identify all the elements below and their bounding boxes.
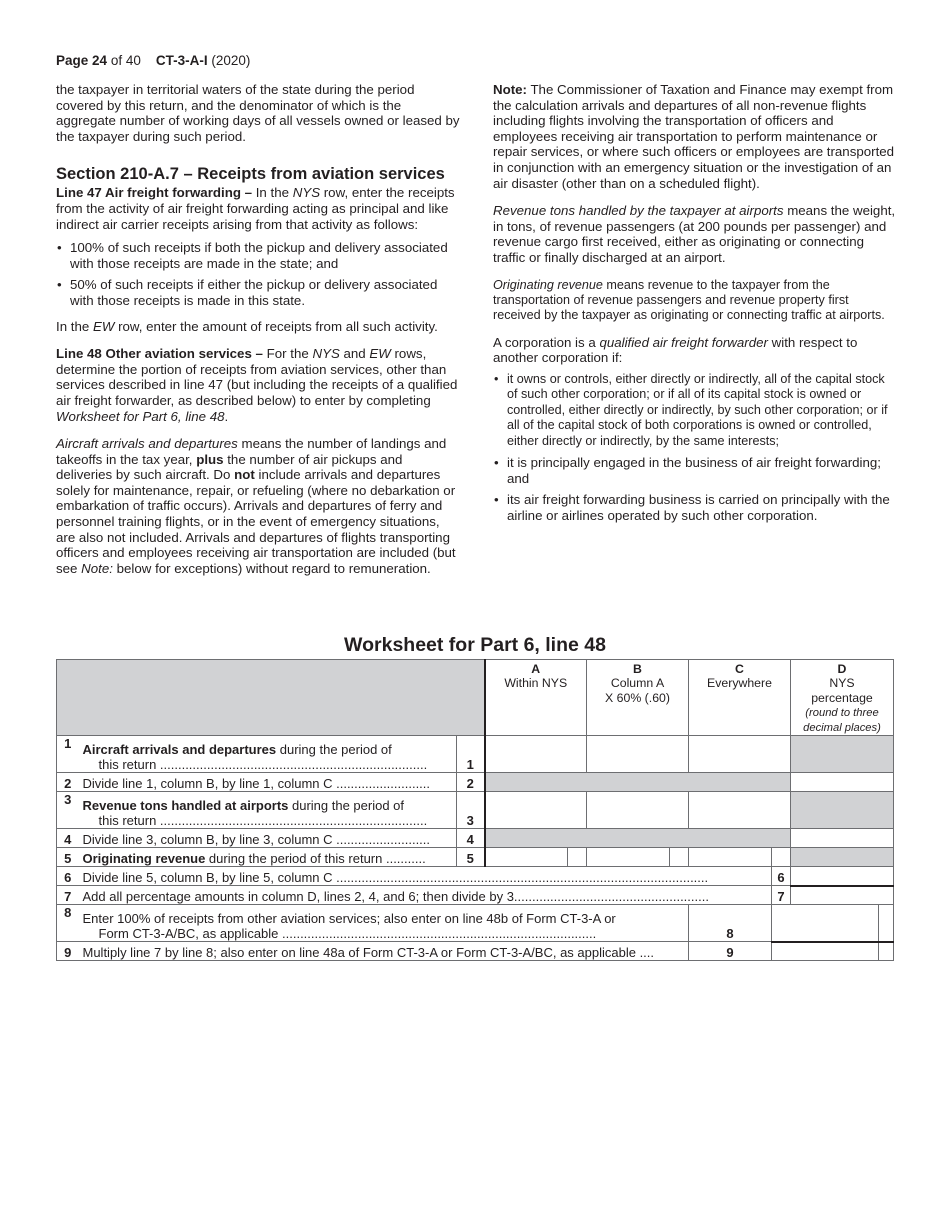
intro-paragraph: the taxpayer in territorial waters of the state during the period covered by this return, and the denominator of which is the aggregate number of working days of all vessels owned or leased by the taxpayer during such period. <box>56 82 460 144</box>
header-blank <box>57 660 485 736</box>
line6-col-d-input[interactable] <box>791 867 894 886</box>
column-header-d: D NYS percentage (round to three decimal places) <box>791 660 894 736</box>
page-total: of 40 <box>110 53 141 68</box>
line5-col-a-cents[interactable] <box>568 848 587 867</box>
line-description: Originating revenue during the period of this return ........... <box>79 848 457 867</box>
form-id: CT-3-A-I <box>155 53 208 68</box>
column-header-b: B Column A X 60% (.60) <box>587 660 689 736</box>
worksheet-header-row <box>57 660 894 736</box>
line-description: Multiply line 7 by line 8; also enter on line 48a of Form CT-3-A or Form CT-3-A/BC, as applicable .... <box>79 942 689 961</box>
ew-paragraph: In the EW row, enter the amount of receipts from all such activity. <box>56 318 438 334</box>
line-box-number: 8 <box>689 905 772 942</box>
table-row <box>57 848 894 867</box>
line-box-number: 7 <box>772 886 791 905</box>
list-item: • 50% of such receipts if either the pickup or delivery associated with those receipts is made in this state. <box>56 277 461 308</box>
right-column <box>493 82 898 533</box>
list-item: • it owns or controls, either directly or indirectly, all of the capital stock of such other corporation; or if all of its capital stock is owned or controlled, either directly or indirectly, by such other corporation; or if all of the capital stock of both corporations is owned or controlled, either directly or indirectly, by the same interests; <box>493 372 898 449</box>
line-box-number: 1 <box>457 736 485 773</box>
line3-col-c-input[interactable] <box>689 792 791 829</box>
line-number: 8 <box>57 905 79 942</box>
aircraft-definition: Aircraft arrivals and departures means the number of landings and takeoffs in the tax year, plus the number of air pickups and deliveries by such aircraft. Do not include arrivals and departures solely for maintenance, repair, or refueling (where no debarkation or embarkation of traffic occurs). Arrivals and departures of ferry and personnel training flights, or in the event of emergency situations, are also not included. Arrivals and departures of flights transporting officers and employees receiving air transportation are included (but see Note: below for exceptions) without regard to remuneration. <box>56 436 456 576</box>
line-description: Enter 100% of receipts from other aviation services; also enter on line 48b of Form CT-3-A or Form CT-3-A/BC, as applicable ....................................................................................... <box>79 905 689 942</box>
list-item: • 100% of such receipts if both the pickup and delivery associated with those receipts are made in the state; and <box>56 240 461 271</box>
column-header-c: C Everywhere <box>689 660 791 736</box>
line3-col-d-shaded <box>791 792 894 829</box>
originating-revenue-definition: Originating revenue means revenue to the taxpayer from the transportation of revenue passengers and revenue property first received by the taxpayer as originating or connecting traffic at airports. <box>493 277 885 323</box>
line-number: 5 <box>57 848 79 867</box>
line-number: 2 <box>57 773 79 792</box>
list-item: • it is principally engaged in the business of air freight forwarding; and <box>493 455 898 486</box>
line-box-number: 9 <box>689 942 772 961</box>
line-number: 7 <box>57 886 79 905</box>
left-column <box>56 82 461 586</box>
line8-input[interactable] <box>772 905 894 942</box>
column-header-a: A Within NYS <box>485 660 587 736</box>
line4-col-d-input[interactable] <box>791 829 894 848</box>
line5-col-a-input[interactable] <box>485 848 568 867</box>
line5-col-b-cents[interactable] <box>670 848 689 867</box>
line-box-number: 4 <box>457 829 485 848</box>
line-description: Add all percentage amounts in column D, lines 2, 4, and 6; then divide by 3...................................................... <box>79 886 772 905</box>
section-title: Section 210-A.7 – Receipts from aviation services <box>56 165 445 184</box>
line-description: Revenue tons handled at airports during the period of this return .......................................................................... <box>79 792 457 829</box>
line5-col-c-input[interactable] <box>689 848 772 867</box>
line-box-number: 3 <box>457 792 485 829</box>
worksheet-title: Worksheet for Part 6, line 48 <box>344 634 606 656</box>
line1-col-b-input[interactable] <box>587 736 689 773</box>
line-number: 9 <box>57 942 79 961</box>
line47-bullets <box>56 240 461 308</box>
list-item: • its air freight forwarding business is carried on principally with the airline or airlines operated by such other corporation. <box>493 492 898 523</box>
line-number: 6 <box>57 867 79 886</box>
line-number: 4 <box>57 829 79 848</box>
line-number: 3 <box>57 792 79 829</box>
page-number: 24 <box>92 53 108 68</box>
line-description: Aircraft arrivals and departures during the period of this return .......................................................................... <box>79 736 457 773</box>
worksheet-table <box>56 659 894 961</box>
line-box-number: 2 <box>457 773 485 792</box>
line-description: Divide line 3, column B, by line 3, column C .......................... <box>79 829 457 848</box>
line1-col-c-input[interactable] <box>689 736 791 773</box>
form-year: (2020) <box>211 53 251 68</box>
line1-col-d-shaded <box>791 736 894 773</box>
revenue-tons-definition: Revenue tons handled by the taxpayer at airports means the weight, in tons, of revenue passengers (at 200 pounds per passenger) and revenue cargo first received, either as originating or connecting traffic or finally discharged at an airport. <box>493 203 896 265</box>
line47-paragraph: Line 47 Air freight forwarding – In the NYS row, enter the receipts from the activity of air freight forwarding acting as principal and like indirect air carrier receipts arising from that activity as follows: <box>56 185 455 232</box>
table-row <box>57 867 894 886</box>
line2-shaded <box>485 773 791 792</box>
table-row <box>57 736 894 773</box>
table-row <box>57 773 894 792</box>
line7-input[interactable] <box>791 886 894 905</box>
line5-col-c-cents[interactable] <box>772 848 791 867</box>
note-paragraph: Note: The Commissioner of Taxation and Finance may exempt from the calculation arrivals and departures of all non-revenue flights including flights involving the transportation of officers and employees receiving air transportation to perform maintenance or repair services, or where such officers or employees are transported in conjunction with an emergency situation or the investigation of an air disaster (other than on a scheduled flight). <box>493 82 895 191</box>
page-header <box>56 53 250 68</box>
line-box-number: 6 <box>772 867 791 886</box>
table-row <box>57 829 894 848</box>
line1-col-a-input[interactable] <box>485 736 587 773</box>
table-row <box>57 905 894 942</box>
line48-paragraph: Line 48 Other aviation services – For the NYS and EW rows, determine the portion of receipts from aviation services, other than services described in line 47 (but including the receipts of a qualified air freight forwarder, as described below) to enter by completing Worksheet for Part 6, line 48. <box>56 346 458 424</box>
page-label: Page <box>56 53 89 68</box>
line9-input[interactable] <box>772 942 894 961</box>
table-row <box>57 886 894 905</box>
line2-col-d-input[interactable] <box>791 773 894 792</box>
qualified-forwarder-bullets <box>493 372 898 523</box>
table-row <box>57 942 894 961</box>
qualified-forwarder-paragraph: A corporation is a qualified air freight forwarder with respect to another corporation if: <box>493 334 858 366</box>
line-number: 1 <box>57 736 79 773</box>
line4-shaded <box>485 829 791 848</box>
line5-col-b-input[interactable] <box>587 848 670 867</box>
table-row <box>57 792 894 829</box>
line-description: Divide line 5, column B, by line 5, column C ....................................................................................................... <box>79 867 772 886</box>
line-box-number: 5 <box>457 848 485 867</box>
line5-col-d-shaded <box>791 848 894 867</box>
line3-col-a-input[interactable] <box>485 792 587 829</box>
line-description: Divide line 1, column B, by line 1, column C .......................... <box>79 773 457 792</box>
line3-col-b-input[interactable] <box>587 792 689 829</box>
